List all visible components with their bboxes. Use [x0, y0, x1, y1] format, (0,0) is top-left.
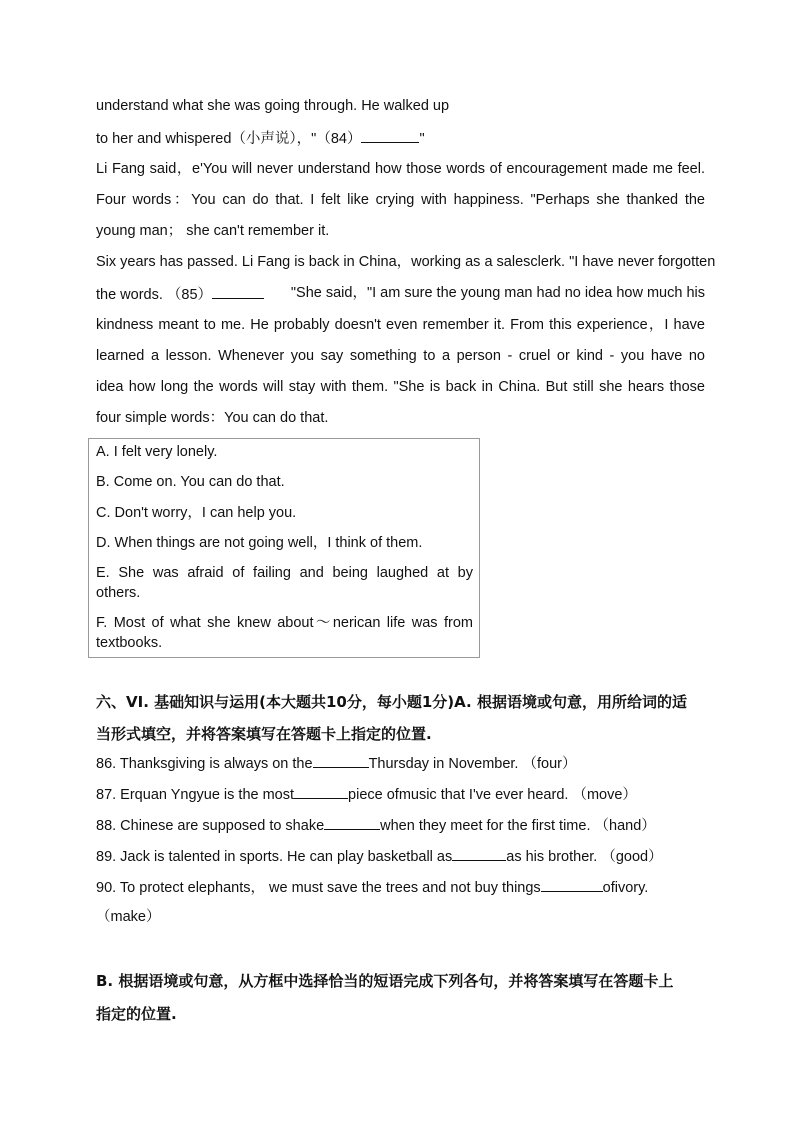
passage-line-2	[96, 128, 425, 148]
question-88-rest: when they meet for the first time. （hand）	[380, 818, 656, 834]
question-88-text: 88. Chinese are supposed to shake	[96, 818, 325, 834]
question-87-text: 87. Erquan Yngyue is the most	[96, 787, 295, 803]
option-c: C. Don't worry，I can help you.	[96, 505, 297, 521]
answer-blank-88[interactable]	[324, 815, 380, 830]
answer-blank-86[interactable]	[313, 753, 369, 768]
section-b-heading-line-1: B. 根据语境或句意，从方框中选择恰当的短语完成下列各句，并将答案填写在答题卡上	[96, 972, 674, 990]
question-87-rest: piece ofmusic that I've ever heard. （move）	[348, 787, 637, 803]
passage-line-4: Four words：You can do that. I felt like crying with happiness. "Perhaps she thanked the	[96, 192, 705, 208]
question-89-rest: as his brother. （good）	[506, 849, 663, 865]
question-88	[96, 815, 656, 835]
passage-line-2-quote: "	[419, 131, 425, 147]
question-90-text: 90. To protect elephants， we must save the trees and not buy things	[96, 880, 541, 896]
section-6-heading-line-1: 六、VI. 基础知识与运用(本大题共10分，每小题1分)A. 根据语境或句意，用所给词的适	[96, 693, 687, 711]
passage-line-3: Li Fang said，e'You will never understand how those words of encouragement made me feel.	[96, 161, 705, 177]
question-89	[96, 846, 663, 866]
passage-line-1: understand what she was going through. He walked up	[96, 98, 450, 114]
passage-line-7	[96, 284, 705, 304]
question-87	[96, 784, 637, 804]
answer-blank-90[interactable]	[541, 877, 603, 892]
passage-line-11: four simple words：You can do that.	[96, 410, 329, 426]
question-86-rest: Thursday in November. （four）	[368, 756, 577, 772]
passage-line-7-rest: "She said，"I am sure the young man had no idea how much his	[290, 285, 705, 301]
question-90-rest: ofivory.	[602, 880, 649, 896]
question-90-hint: （make）	[96, 909, 161, 925]
passage-line-6: Six years has passed. Li Fang is back in China，working as a salesclerk. "I have never forgotten	[96, 254, 716, 270]
options-box	[88, 438, 480, 658]
option-b: B. Come on. You can do that.	[96, 474, 285, 490]
passage-line-10: idea how long the words will stay with them. "She is back in China. But still she hears those	[96, 379, 705, 395]
question-89-text: 89. Jack is talented in sports. He can play basketball as	[96, 849, 453, 865]
answer-blank-87[interactable]	[294, 784, 348, 799]
passage-line-7-text: the words. （85）	[96, 287, 213, 303]
question-86	[96, 753, 576, 773]
option-a: A. I felt very lonely.	[96, 444, 218, 460]
option-e: E. She was afraid of failing and being laughed at by others.	[96, 565, 473, 601]
section-b-heading-line-2: 指定的位置.	[96, 1005, 177, 1023]
answer-blank-89[interactable]	[452, 846, 506, 861]
answer-blank-85[interactable]	[212, 284, 264, 299]
question-86-text: 86. Thanksgiving is always on the	[96, 756, 313, 772]
passage-line-9: learned a lesson. Whenever you say something to a person - cruel or kind - you have no	[96, 348, 705, 364]
passage-line-5: young man； she can't remember it.	[96, 223, 330, 239]
option-d: D. When things are not going well，I think of them.	[96, 535, 423, 551]
answer-blank-84[interactable]	[361, 128, 419, 143]
question-90	[96, 877, 648, 897]
passage-line-2-text: to her and whispered（小声说），"（84）	[96, 131, 362, 147]
option-f: F. Most of what she knew about～nerican life was from textbooks.	[96, 615, 473, 651]
passage-line-8: kindness meant to me. He probably doesn't even remember it. From this experience，I have	[96, 317, 705, 333]
section-6-heading-line-2: 当形式填空，并将答案填写在答题卡上指定的位置.	[96, 725, 432, 743]
